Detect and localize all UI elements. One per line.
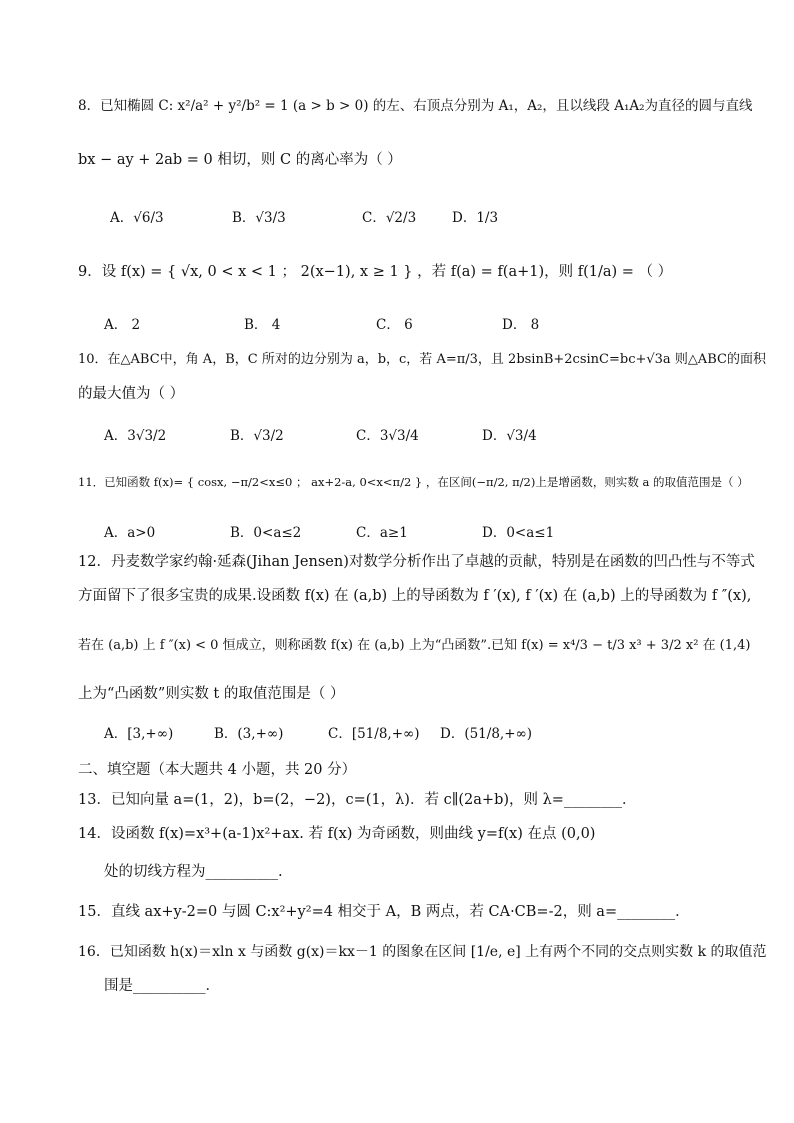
q10-stem-line-2: 的最大值为（ ） [78,386,185,402]
q16-line-2: 围是__________． [104,978,220,994]
q11-option-a: A．a>0 [104,525,156,541]
q11-option-b: B．0<a≤2 [230,525,302,541]
q10-option-a: A．3√3/2 [104,428,167,444]
q9-stem-line-1: 9．设 f(x) = { √x, 0 < x < 1 ； 2(x−1), x ≥ 1 } ，若 f(a) = f(a+1)，则 f(1/a) = （ ） [78,264,673,280]
q9-option-b: B． 4 [244,317,281,333]
section-title: 二、填空题（本大题共 4 小题，共 20 分） [78,762,357,778]
q12-stem-line-1: 12．丹麦数学家约翰·延森(Jihan Jensen)对数学分析作出了卓越的贡献，特别是在函数的凹凸性与不等式 [78,554,755,570]
q15-line-1: 15．直线 ax+y-2=0 与圆 C:x²+y²=4 相交于 A，B 两点，若 CA·CB=-2，则 a=________． [78,904,690,920]
q12-stem-line-3: 若在 (a,b) 上 f ″(x) < 0 恒成立，则称函数 f(x) 在 (a,b) 上为“凸函数”.已知 f(x) = x⁴/3 − t/3 x³ + 3/2 x² 在 (1,4) [78,638,751,653]
q11-option-c: C．a≥1 [356,525,408,541]
q12-option-d: D．(51/8,+∞) [440,726,533,742]
q8-option-b: B．√3/3 [232,210,286,226]
q12-stem-line-4: 上为“凸函数”则实数 t 的取值范围是（ ） [78,686,345,702]
q13-line-1: 13．已知向量 a=(1，2)，b=(2，−2)，c=(1，λ)．若 c∥(2a+b)，则 λ=________． [78,792,637,808]
q8-option-d: D．1/3 [452,210,499,226]
q9-option-d: D． 8 [502,317,540,333]
q10-stem-line-1: 10．在△ABC中，角 A，B，C 所对的边分别为 a，b，c，若 A=π/3，且 2bsinB+2csinC=bc+√3a 则△ABC的面积 [78,352,766,367]
q9-option-a: A． 2 [104,317,141,333]
q10-option-d: D．√3/4 [482,428,537,444]
q14-line-2: 处的切线方程为__________. [104,864,283,880]
q14-line-1: 14．设函数 f(x)=x³+(a-1)x²+ax. 若 f(x) 为奇函数，则曲线 y=f(x) 在点 (0,0) [78,826,596,842]
q12-option-c: C．[51/8,+∞) [328,726,420,742]
q11-stem-line-1: 11．已知函数 f(x)= { cosx, −π/2<x≤0 ； ax+2-a, 0<x<π/2 } ，在区间(−π/2, π/2)上是增函数，则实数 a 的取值范围是（ ） [78,475,749,489]
q12-option-b: B．(3,+∞) [214,726,284,742]
q8-option-a: A．√6/3 [110,210,164,226]
q11-option-d: D．0<a≤1 [482,525,555,541]
q8-option-c: C．√2/3 [362,210,417,226]
q12-option-a: A．[3,+∞) [104,726,174,742]
q8-stem-line-2: bx − ay + 2ab = 0 相切，则 C 的离心率为（ ） [78,152,402,168]
q10-option-c: C．3√3/4 [356,428,419,444]
q16-line-1: 16．已知函数 h(x)＝xln x 与函数 g(x)＝kx－1 的图象在区间 [1/e, e] 上有两个不同的交点则实数 k 的取值范 [78,944,767,960]
q10-option-b: B．√3/2 [230,428,284,444]
q12-stem-line-2: 方面留下了很多宝贵的成果.设函数 f(x) 在 (a,b) 上的导函数为 f ′(x), f ′(x) 在 (a,b) 上的导函数为 f ″(x), [78,588,752,604]
q9-option-c: C． 6 [376,317,413,333]
q8-stem-line-1: 8．已知椭圆 C: x²/a² + y²/b² = 1 (a > b > 0) 的左、右顶点分别为 A₁，A₂，且以线段 A₁A₂为直径的圆与直线 [78,98,753,114]
